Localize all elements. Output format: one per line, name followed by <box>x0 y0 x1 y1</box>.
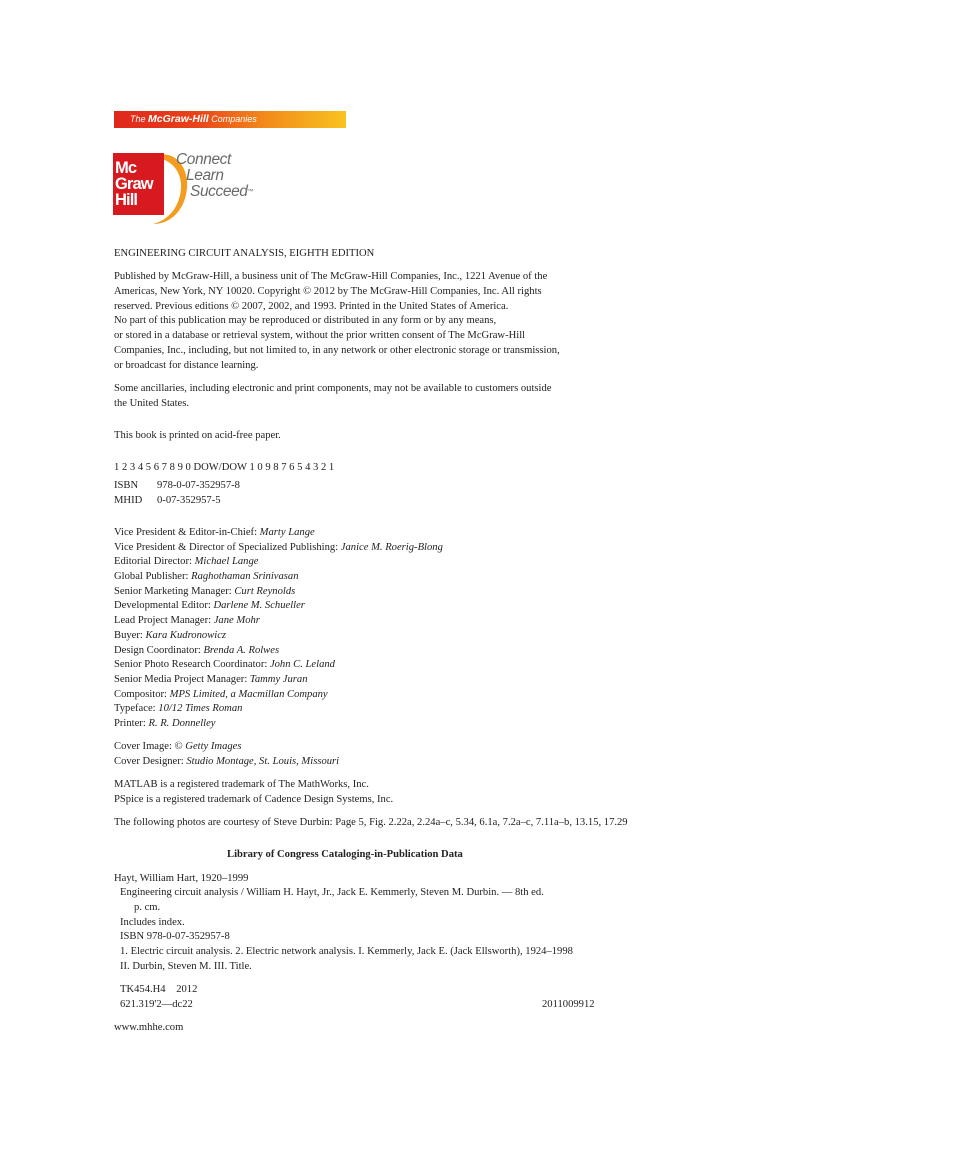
trademark-symbol: ™ <box>247 189 254 195</box>
book-title: ENGINEERING CIRCUIT ANALYSIS, EIGHTH EDITION <box>114 248 375 259</box>
publisher-block <box>114 270 634 373</box>
publisher-line: or stored in a database or retrieval system, without the prior written consent of The McGraw-Hill <box>114 330 526 342</box>
credit-name: John C. Leland <box>269 659 335 671</box>
mhid-label: MHID <box>114 494 143 506</box>
credit-line <box>114 629 634 644</box>
ancillaries-notice <box>114 382 634 411</box>
credit-line <box>114 702 634 717</box>
loc-line: ISBN 978-0-07-352957-8 <box>120 931 230 943</box>
banner-brand: McGraw-Hill <box>148 113 209 125</box>
cover-credit-line <box>114 740 634 755</box>
credit-line <box>114 673 634 688</box>
loc-line: p. cm. <box>134 902 161 914</box>
credit-name: Getty Images <box>185 741 242 753</box>
loc-line: Engineering circuit analysis / William H. Hayt, Jr., Jack E. Kemmerly, Steven M. Durbin. — 8th ed. <box>120 887 544 899</box>
loc-lccn: 2011009912 <box>542 998 595 1010</box>
credit-role: Editorial Director: <box>114 556 195 568</box>
copyright-page <box>114 247 634 1036</box>
credit-name: 10/12 Times Roman <box>158 703 243 715</box>
credit-name: Studio Montage, St. Louis, Missouri <box>186 756 340 768</box>
mhid-row <box>114 494 634 509</box>
credit-line <box>114 541 634 556</box>
credit-name: MPS Limited, a Macmillan Company <box>169 688 328 700</box>
credit-name: Marty Lange <box>259 526 315 538</box>
credit-line <box>114 688 634 703</box>
mcgraw-hill-logo <box>113 150 273 226</box>
isbn-row <box>114 479 634 494</box>
loc-line: 1. Electric circuit analysis. 2. Electric network analysis. I. Kemmerly, Jack E. (Jack Ellsworth), 1924–1998 <box>120 946 573 958</box>
banner-prefix: The <box>130 114 149 124</box>
credit-role: Developmental Editor: <box>114 600 214 612</box>
credit-name: R. R. Donnelley <box>148 718 216 730</box>
logo-tagline <box>176 152 253 200</box>
credit-role: Cover Image: © <box>114 741 186 753</box>
publisher-line: Published by McGraw-Hill, a business unit of The McGraw-Hill Companies, Inc., 1221 Avenue of the <box>114 271 548 283</box>
loc-line: II. Durbin, Steven M. III. Title. <box>120 960 252 972</box>
photo-credits: The following photos are courtesy of Steve Durbin: Page 5, Fig. 2.22a, 2.24a–c, 5.34, 6.1a, 7.2a–c, 7.11a–b, 13.15, 17.29 <box>114 817 628 829</box>
credit-name: Michael Lange <box>194 556 259 568</box>
credit-role: Printer: <box>114 718 149 730</box>
cover-credit-line <box>114 755 634 770</box>
ancillaries-line: the United States. <box>114 397 190 409</box>
credit-line <box>114 555 634 570</box>
credit-name: Darlene M. Schueller <box>213 600 305 612</box>
cover-credits <box>114 740 634 769</box>
credit-role: Typeface: <box>114 703 159 715</box>
isbn-label: ISBN <box>114 480 139 492</box>
logo-mark-line: Graw <box>115 175 153 193</box>
tagline-line: Succeed <box>190 183 248 200</box>
logo-mark-line: Hill <box>115 191 138 209</box>
credit-name: Curt Reynolds <box>234 585 296 597</box>
publisher-line: or broadcast for distance learning. <box>114 359 259 371</box>
loc-title: Library of Congress Cataloging-in-Publication Data <box>227 849 463 861</box>
logo-mark <box>113 153 164 215</box>
tagline-line: Learn <box>186 167 224 184</box>
credit-role: Cover Designer: <box>114 756 187 768</box>
loc-call-number: TK454.H4 2012 <box>120 984 198 996</box>
logo-mark-line: Mc <box>115 159 137 177</box>
loc-classification-row <box>114 998 634 1013</box>
credit-role: Vice President & Editor-in-Chief: <box>114 526 260 538</box>
publisher-line: No part of this publication may be reproduced or distributed in any form or by any means, <box>114 315 497 327</box>
credit-name: Raghothaman Srinivasan <box>191 571 299 583</box>
credit-line <box>114 526 634 541</box>
credit-line <box>114 599 634 614</box>
credit-name: Kara Kudronowicz <box>145 629 227 641</box>
tagline-line: Connect <box>176 151 231 168</box>
trademark-line: MATLAB is a registered trademark of The MathWorks, Inc. <box>114 779 369 791</box>
credit-line <box>114 570 634 585</box>
loc-author: Hayt, William Hart, 1920–1999 <box>114 872 249 884</box>
trademark-line: PSpice is a registered trademark of Cadence Design Systems, Inc. <box>114 794 394 806</box>
credit-name: Janice M. Roerig-Blong <box>340 541 443 553</box>
loc-data <box>114 872 634 1013</box>
credit-role: Senior Photo Research Coordinator: <box>114 659 270 671</box>
credit-role: Compositor: <box>114 688 170 700</box>
print-line: 1 2 3 4 5 6 7 8 9 0 DOW/DOW 1 0 9 8 7 6 5 4 3 2 1 <box>114 461 335 473</box>
mhid-value: 0-07-352957-5 <box>157 494 221 506</box>
website-link[interactable]: www.mhhe.com <box>114 1022 184 1034</box>
credit-line <box>114 614 634 629</box>
acid-free-notice: This book is printed on acid-free paper. <box>114 429 281 441</box>
credit-name: Brenda A. Rolwes <box>203 644 280 656</box>
mcgraw-hill-companies-banner <box>114 111 346 128</box>
credit-role: Lead Project Manager: <box>114 615 214 627</box>
isbn-value: 978-0-07-352957-8 <box>157 480 240 492</box>
credit-role: Vice President & Director of Specialized Publishing: <box>114 541 341 553</box>
credit-line <box>114 658 634 673</box>
credit-role: Senior Media Project Manager: <box>114 673 250 685</box>
loc-line: Includes index. <box>120 916 185 928</box>
publisher-line: Companies, Inc., including, but not limited to, in any network or other electronic storage or transmission, <box>114 344 560 356</box>
credit-role: Senior Marketing Manager: <box>114 585 235 597</box>
credits-list <box>114 526 634 732</box>
credit-name: Jane Mohr <box>213 615 260 627</box>
credit-name: Tammy Juran <box>249 673 308 685</box>
credit-role: Buyer: <box>114 629 146 641</box>
loc-dewey: 621.319'2—dc22 <box>120 998 193 1010</box>
trademark-notices <box>114 778 634 807</box>
ancillaries-line: Some ancillaries, including electronic and print components, may not be available to customers outside <box>114 382 552 394</box>
credit-line <box>114 717 634 732</box>
publisher-line: Americas, New York, NY 10020. Copyright © 2012 by The McGraw-Hill Companies, Inc. All rights <box>114 286 542 297</box>
credit-role: Global Publisher: <box>114 571 192 583</box>
credit-line <box>114 585 634 600</box>
credit-line <box>114 644 634 659</box>
banner-suffix: Companies <box>208 114 257 124</box>
credit-role: Design Coordinator: <box>114 644 204 656</box>
publisher-line: reserved. Previous editions © 2007, 2002, and 1993. Printed in the United States of America. <box>114 300 509 312</box>
